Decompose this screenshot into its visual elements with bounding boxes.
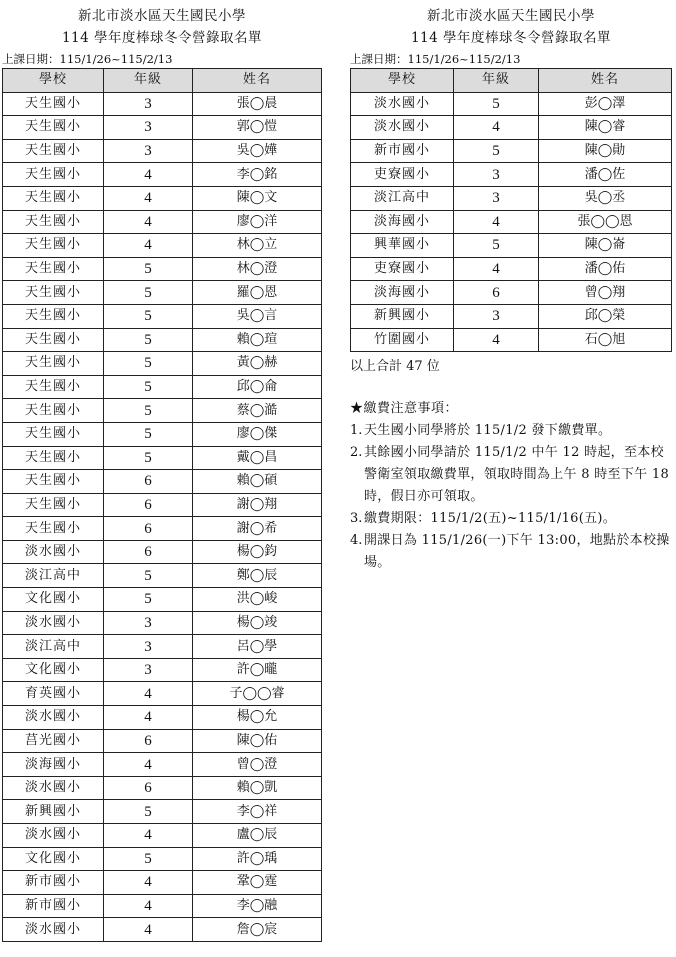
school-cell: 新興國小 <box>3 800 104 824</box>
grade-cell: 3 <box>104 92 193 116</box>
school-cell: 天生國小 <box>3 139 104 163</box>
student-name-cell: 廖◯洋 <box>193 210 322 234</box>
school-cell: 淡水國小 <box>3 540 104 564</box>
grade-cell: 5 <box>104 564 193 588</box>
table-row <box>3 682 322 706</box>
school-cell: 淡水國小 <box>3 824 104 848</box>
student-name-cell: 廖◯傑 <box>193 422 322 446</box>
student-name-cell: 羅◯恩 <box>193 281 322 305</box>
table-row <box>3 163 322 187</box>
grade-cell: 3 <box>104 611 193 635</box>
student-name-cell: 鄭◯辰 <box>193 564 322 588</box>
table-row <box>3 399 322 423</box>
grade-cell: 4 <box>454 210 539 234</box>
grade-cell: 3 <box>454 163 539 187</box>
student-name-cell: 陳◯睿 <box>539 116 672 140</box>
note-number: 3. <box>350 511 363 527</box>
table-row <box>3 611 322 635</box>
header-name: 姓名 <box>193 69 322 93</box>
school-cell: 吏寮國小 <box>351 257 454 281</box>
grade-cell: 5 <box>104 422 193 446</box>
school-cell: 淡水國小 <box>351 92 454 116</box>
school-cell: 竹圍國小 <box>351 328 454 352</box>
table-row <box>351 281 672 305</box>
student-name-cell: 賴◯瑄 <box>193 328 322 352</box>
note-number: 2. <box>350 445 363 461</box>
school-cell: 淡江高中 <box>351 186 454 210</box>
note-text: 天生國小同學將於 115/1/2 發下繳費單。 <box>364 423 612 439</box>
student-name-cell: 陳◯佑 <box>193 729 322 753</box>
table-row <box>3 894 322 918</box>
grade-cell: 4 <box>104 706 193 730</box>
student-name-cell: 呂◯學 <box>193 635 322 659</box>
grade-cell: 5 <box>104 328 193 352</box>
table-header-row <box>3 69 322 93</box>
table-row <box>351 163 672 187</box>
grade-cell: 5 <box>104 375 193 399</box>
grade-cell: 5 <box>104 847 193 871</box>
note-item <box>350 530 672 574</box>
student-name-cell: 陳◯崙 <box>539 234 672 258</box>
student-name-cell: 吳◯言 <box>193 304 322 328</box>
grade-cell: 4 <box>454 328 539 352</box>
table-row <box>3 234 322 258</box>
grade-cell: 4 <box>104 824 193 848</box>
student-name-cell: 許◯瑀 <box>193 847 322 871</box>
header-grade: 年級 <box>454 69 539 93</box>
table-row <box>3 753 322 777</box>
table-row <box>3 847 322 871</box>
school-cell: 天生國小 <box>3 163 104 187</box>
roster-table-right <box>350 68 672 352</box>
school-cell: 淡海國小 <box>3 753 104 777</box>
student-name-cell: 戴◯昌 <box>193 446 322 470</box>
grade-cell: 5 <box>104 800 193 824</box>
header-school: 學校 <box>351 69 454 93</box>
student-name-cell: 林◯立 <box>193 234 322 258</box>
table-row <box>3 304 322 328</box>
table-row <box>351 328 672 352</box>
list-title: 114 學年度棒球冬令營錄取名單 <box>61 30 263 46</box>
student-name-cell: 張◯◯恩 <box>539 210 672 234</box>
table-row <box>3 446 322 470</box>
total-count: 以上合計 47 位 <box>350 359 440 375</box>
school-cell: 新市國小 <box>351 139 454 163</box>
school-cell: 天生國小 <box>3 493 104 517</box>
school-cell: 淡江高中 <box>3 564 104 588</box>
student-name-cell: 謝◯翔 <box>193 493 322 517</box>
grade-cell: 5 <box>104 304 193 328</box>
note-text: 其餘國小同學請於 115/1/2 中午 12 時起，至本校警衛室領取繳費單，領取時間為上午 8 時至下午 18 時，假日亦可領取。 <box>364 445 670 505</box>
student-name-cell: 賴◯碩 <box>193 470 322 494</box>
note-text: 開課日為 115/1/26(一)下午 13:00，地點於本校操場。 <box>364 533 670 571</box>
table-row <box>3 375 322 399</box>
student-name-cell: 邱◯榮 <box>539 304 672 328</box>
table-row <box>3 824 322 848</box>
school-cell: 吏寮國小 <box>351 163 454 187</box>
grade-cell: 5 <box>454 139 539 163</box>
grade-cell: 4 <box>104 871 193 895</box>
school-cell: 新市國小 <box>3 871 104 895</box>
table-row <box>351 234 672 258</box>
table-row <box>3 588 322 612</box>
table-row <box>351 92 672 116</box>
grade-cell: 4 <box>104 894 193 918</box>
school-cell: 育英國小 <box>3 682 104 706</box>
student-name-cell: 潘◯佑 <box>539 257 672 281</box>
left-column <box>2 0 322 942</box>
grade-cell: 3 <box>454 186 539 210</box>
grade-cell: 3 <box>104 635 193 659</box>
student-name-cell: 楊◯鈞 <box>193 540 322 564</box>
grade-cell: 5 <box>104 446 193 470</box>
student-name-cell: 李◯祥 <box>193 800 322 824</box>
student-name-cell: 洪◯峻 <box>193 588 322 612</box>
student-name-cell: 陳◯文 <box>193 186 322 210</box>
school-cell: 天生國小 <box>3 422 104 446</box>
grade-cell: 5 <box>104 281 193 305</box>
grade-cell: 3 <box>104 658 193 682</box>
student-name-cell: 林◯澄 <box>193 257 322 281</box>
student-name-cell: 黃◯赫 <box>193 352 322 376</box>
roster-body-right <box>351 92 672 352</box>
school-cell: 文化國小 <box>3 847 104 871</box>
grade-cell: 6 <box>104 776 193 800</box>
school-cell: 新興國小 <box>351 304 454 328</box>
school-cell: 淡水國小 <box>351 116 454 140</box>
roster-table-left <box>2 68 322 942</box>
grade-cell: 6 <box>104 540 193 564</box>
school-cell: 莒光國小 <box>3 729 104 753</box>
table-row <box>3 422 322 446</box>
roster-body-left <box>3 92 322 941</box>
table-row <box>351 139 672 163</box>
school-cell: 天生國小 <box>3 257 104 281</box>
list-title: 114 學年度棒球冬令營錄取名單 <box>410 30 612 46</box>
table-row <box>351 186 672 210</box>
school-title: 新北市淡水區天生國民小學 <box>427 8 595 24</box>
grade-cell: 3 <box>454 304 539 328</box>
grade-cell: 4 <box>454 116 539 140</box>
table-row <box>351 116 672 140</box>
table-row <box>3 540 322 564</box>
table-row <box>351 257 672 281</box>
school-cell: 淡海國小 <box>351 281 454 305</box>
student-name-cell: 楊◯竣 <box>193 611 322 635</box>
header-school: 學校 <box>3 69 104 93</box>
school-cell: 淡江高中 <box>3 635 104 659</box>
table-row <box>3 352 322 376</box>
student-name-cell: 彭◯澤 <box>539 92 672 116</box>
table-row <box>3 257 322 281</box>
table-row <box>3 92 322 116</box>
grade-cell: 5 <box>104 588 193 612</box>
grade-cell: 4 <box>454 257 539 281</box>
student-name-cell: 陳◯勛 <box>539 139 672 163</box>
school-cell: 天生國小 <box>3 234 104 258</box>
note-number: 4. <box>350 533 363 549</box>
student-name-cell: 郭◯愷 <box>193 116 322 140</box>
table-row <box>3 918 322 942</box>
student-name-cell: 子◯◯睿 <box>193 682 322 706</box>
table-row <box>3 706 322 730</box>
grade-cell: 4 <box>104 163 193 187</box>
header-grade: 年級 <box>104 69 193 93</box>
school-cell: 淡水國小 <box>3 918 104 942</box>
school-cell: 天生國小 <box>3 304 104 328</box>
notes-title: ★繳費注意事項： <box>350 401 459 417</box>
table-row <box>351 210 672 234</box>
school-cell: 天生國小 <box>3 210 104 234</box>
school-cell: 天生國小 <box>3 92 104 116</box>
table-row <box>3 139 322 163</box>
student-name-cell: 賴◯凱 <box>193 776 322 800</box>
class-date: 上課日期：115/1/26~115/2/13 <box>350 52 521 66</box>
notes-list <box>350 420 672 574</box>
school-cell: 淡水國小 <box>3 706 104 730</box>
note-number: 1. <box>350 423 363 439</box>
table-row <box>3 776 322 800</box>
school-cell: 天生國小 <box>3 116 104 140</box>
student-name-cell: 蔡◯澔 <box>193 399 322 423</box>
table-row <box>3 800 322 824</box>
class-date: 上課日期：115/1/26~115/2/13 <box>2 52 173 66</box>
school-cell: 文化國小 <box>3 658 104 682</box>
student-name-cell: 張◯晨 <box>193 92 322 116</box>
grade-cell: 3 <box>104 139 193 163</box>
table-row <box>3 564 322 588</box>
table-row <box>3 281 322 305</box>
grade-cell: 6 <box>104 517 193 541</box>
school-cell: 天生國小 <box>3 446 104 470</box>
school-cell: 新市國小 <box>3 894 104 918</box>
table-row <box>3 871 322 895</box>
grade-cell: 5 <box>454 92 539 116</box>
student-name-cell: 謝◯希 <box>193 517 322 541</box>
school-cell: 天生國小 <box>3 281 104 305</box>
grade-cell: 4 <box>104 234 193 258</box>
school-cell: 天生國小 <box>3 186 104 210</box>
grade-cell: 5 <box>454 234 539 258</box>
school-title: 新北市淡水區天生國民小學 <box>78 8 246 24</box>
note-item <box>350 508 672 530</box>
grade-cell: 5 <box>104 399 193 423</box>
table-row <box>3 729 322 753</box>
student-name-cell: 盧◯辰 <box>193 824 322 848</box>
grade-cell: 6 <box>454 281 539 305</box>
school-cell: 淡水國小 <box>3 776 104 800</box>
student-name-cell: 李◯銘 <box>193 163 322 187</box>
school-cell: 興華國小 <box>351 234 454 258</box>
grade-cell: 4 <box>104 753 193 777</box>
table-row <box>3 116 322 140</box>
table-row <box>3 635 322 659</box>
student-name-cell: 許◯曨 <box>193 658 322 682</box>
student-name-cell: 曾◯翔 <box>539 281 672 305</box>
grade-cell: 5 <box>104 257 193 281</box>
table-row <box>3 210 322 234</box>
table-row <box>3 328 322 352</box>
grade-cell: 5 <box>104 352 193 376</box>
table-row <box>3 658 322 682</box>
grade-cell: 6 <box>104 470 193 494</box>
school-cell: 天生國小 <box>3 399 104 423</box>
right-column <box>350 0 672 574</box>
student-name-cell: 吳◯嬅 <box>193 139 322 163</box>
table-row <box>351 304 672 328</box>
note-item <box>350 420 672 442</box>
note-text: 繳費期限：115/1/2(五)~115/1/16(五)。 <box>364 511 617 527</box>
school-cell: 天生國小 <box>3 352 104 376</box>
school-cell: 淡海國小 <box>351 210 454 234</box>
student-name-cell: 李◯融 <box>193 894 322 918</box>
school-cell: 天生國小 <box>3 328 104 352</box>
student-name-cell: 邱◯侖 <box>193 375 322 399</box>
note-item <box>350 442 672 508</box>
grade-cell: 4 <box>104 210 193 234</box>
grade-cell: 4 <box>104 682 193 706</box>
student-name-cell: 詹◯宸 <box>193 918 322 942</box>
table-header-row <box>351 69 672 93</box>
student-name-cell: 曾◯澄 <box>193 753 322 777</box>
school-cell: 天生國小 <box>3 517 104 541</box>
school-cell: 天生國小 <box>3 470 104 494</box>
table-row <box>3 517 322 541</box>
table-row <box>3 186 322 210</box>
school-cell: 文化國小 <box>3 588 104 612</box>
table-row <box>3 470 322 494</box>
payment-notes <box>350 398 672 574</box>
student-name-cell: 潘◯佐 <box>539 163 672 187</box>
school-cell: 天生國小 <box>3 375 104 399</box>
student-name-cell: 石◯旭 <box>539 328 672 352</box>
school-cell: 淡水國小 <box>3 611 104 635</box>
grade-cell: 6 <box>104 493 193 517</box>
student-name-cell: 楊◯允 <box>193 706 322 730</box>
student-name-cell: 鞏◯霆 <box>193 871 322 895</box>
grade-cell: 3 <box>104 116 193 140</box>
grade-cell: 4 <box>104 918 193 942</box>
grade-cell: 4 <box>104 186 193 210</box>
header-name: 姓名 <box>539 69 672 93</box>
grade-cell: 6 <box>104 729 193 753</box>
student-name-cell: 吳◯丞 <box>539 186 672 210</box>
table-row <box>3 493 322 517</box>
